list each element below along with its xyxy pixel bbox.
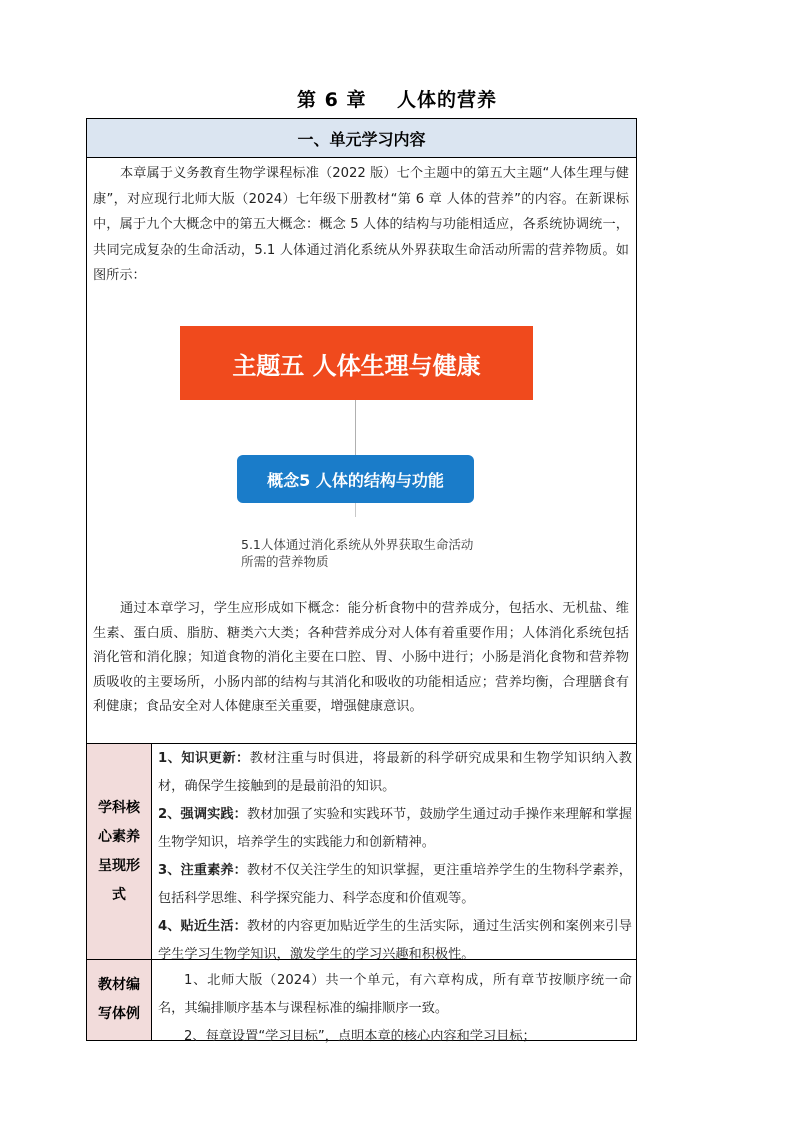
intro-paragraph: 本章属于义务教育生物学课程标准（2022 版）七个主题中的第五大主题“人体生理与健康”，对应现行北师大版（2024）七年级下册教材“第 6 章 人体的营养”的内容。在新课标中，属于九个大概念中的第五大概念：概念 5 人体的结构与功能相适应，各系统协调统一，共同完成复杂的生命活动，5.1 人体通过消化系统从外界获取生命活动所需的营养物质。如图所示：: [93, 166, 629, 283]
core-literacy-list: [158, 745, 632, 969]
list-item: 3、注重素养：教材不仅关注学生的知识掌握，更注重培养学生的生物科学素养，包括科学思维、科学探究能力、科学态度和价值观等。: [158, 863, 632, 906]
row-divider: [87, 743, 636, 744]
textbook-style-list: [158, 967, 632, 1051]
list-item: 1、北师大版（2024）共一个单元，有六章构成，所有章节按顺序统一命名，其编排顺序基本与课程标准的编排顺序一致。: [158, 973, 632, 1016]
concept-box: 概念5 人体的结构与功能: [237, 455, 474, 503]
list-item: 4、贴近生活：教材的内容更加贴近学生的生活实际，通过生活实例和案例来引导学生学习生物学知识，激发学生的学习兴趣和积极性。: [158, 919, 632, 962]
summary-paragraph: 通过本章学习，学生应形成如下概念：能分析食物中的营养成分，包括水、无机盐、维生素、蛋白质、脂肪、糖类六大类；各种营养成分对人体有着重要作用；人体消化系统包括消化管和消化腺；知道食物的消化主要在口腔、胃、小肠中进行；小肠是消化食物和营养物质吸收的主要场所，小肠内部的结构与其消化和吸收的功能相适应；营养均衡，合理膳食有利健康；食品安全对人体健康至关重要，增强健康意识。: [93, 601, 629, 714]
list-item: 1、知识更新：教材注重与时俱进，将最新的科学研究成果和生物学知识纳入教材，确保学生接触到的是最前沿的知识。: [158, 751, 632, 794]
column-divider: [151, 743, 152, 1040]
page-title: 第 6 章 人体的营养: [297, 89, 497, 111]
concept-diagram: [87, 119, 636, 579]
list-item: 2、每章设置“学习目标”，点明本章的核心内容和学习目标；: [184, 1029, 536, 1044]
sub-concept-text: 5.1人体通过消化系统从外界获取生命活动所需的营养物质: [241, 537, 474, 569]
list-item: 2、强调实践：教材加强了实验和实践环节，鼓励学生通过动手操作来理解和掌握生物学知识，培养学生的实践能力和创新精神。: [158, 807, 632, 850]
unit-content-table: [86, 118, 637, 1044]
core-literacy-label: 学科核心素养呈现形式: [98, 799, 140, 903]
section-header: 一、单元学习内容: [87, 119, 636, 158]
core-literacy-label-cell: [87, 744, 151, 959]
textbook-style-label: 教材编写体例: [98, 977, 140, 1022]
diagram-connector-lower: [355, 503, 356, 517]
topic-box: 主题五 人体生理与健康: [180, 326, 533, 400]
diagram-connector: [355, 400, 356, 455]
textbook-style-label-cell: [87, 960, 151, 1040]
